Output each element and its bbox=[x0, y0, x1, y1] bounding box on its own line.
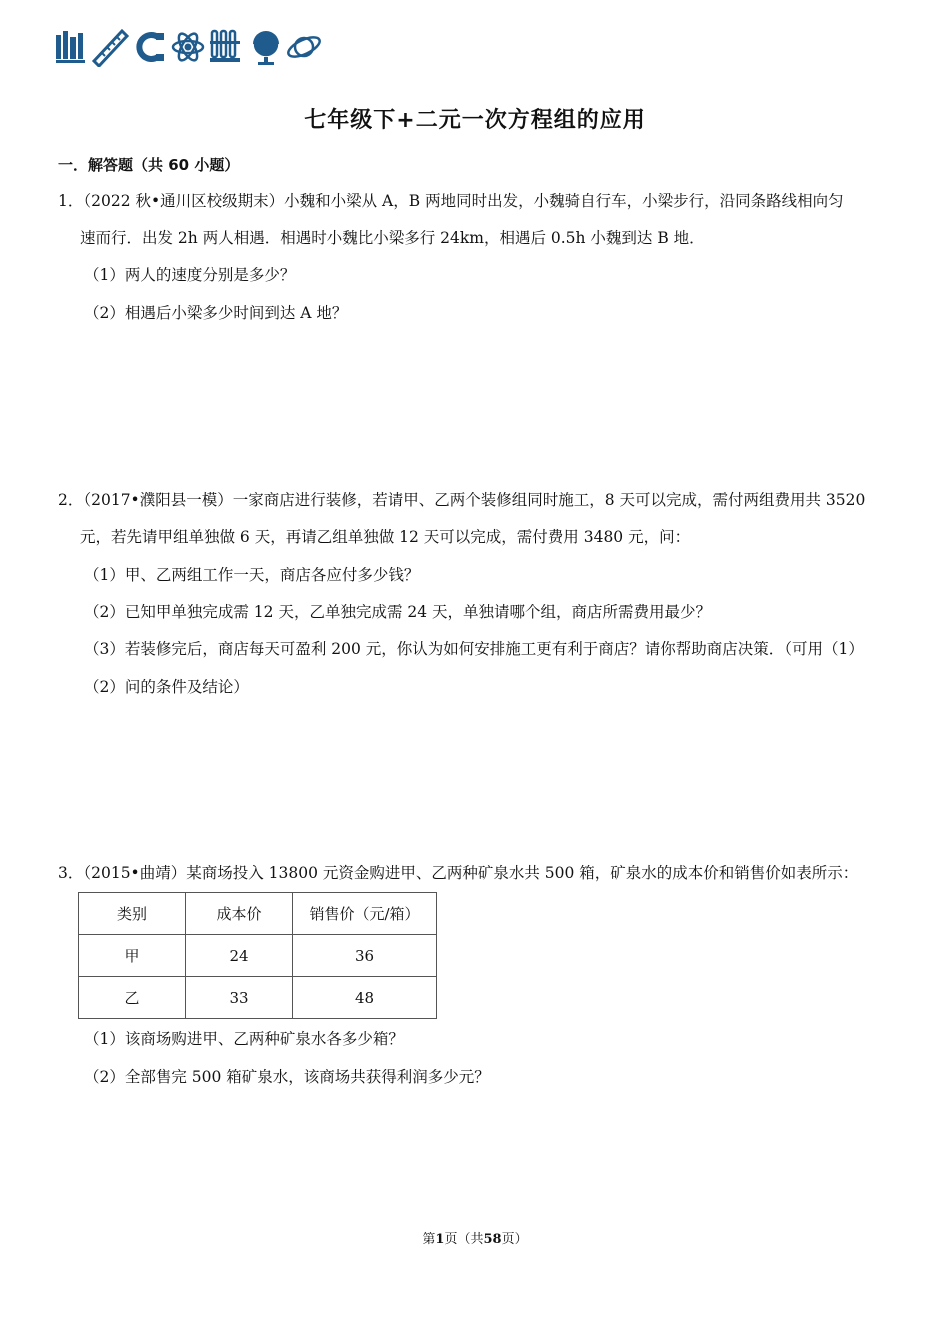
atom-icon bbox=[173, 31, 203, 63]
table-cell: 33 bbox=[186, 977, 293, 1019]
footer-page-number: 1 bbox=[435, 1232, 445, 1247]
planet-icon bbox=[286, 33, 323, 60]
table-header-cell: 成本价 bbox=[186, 893, 293, 935]
table-cell: 甲 bbox=[79, 935, 186, 977]
question-2-part-1: （1）甲、乙两组工作一天，商店各应付多少钱？ bbox=[84, 566, 420, 584]
test-tubes-icon bbox=[210, 31, 240, 62]
magnet-icon bbox=[139, 33, 164, 61]
question-3-part-2: （2）全部售完 500 箱矿泉水，该商场共获得利润多少元？ bbox=[84, 1068, 490, 1086]
question-2-part-3-cont: （2）问的条件及结论） bbox=[84, 678, 249, 696]
section-heading: 一．解答题（共 60 小题） bbox=[58, 156, 240, 174]
question-3-part-1: （1）该商场购进甲、乙两种矿泉水各多少箱？ bbox=[84, 1030, 404, 1048]
footer-prefix: 第 bbox=[422, 1232, 436, 1247]
footer-suffix: 页） bbox=[501, 1232, 528, 1247]
question-2-line-1: 2．（2017•濮阳县一模）一家商店进行装修，若请甲、乙两个装修组同时施工，8 天可以完成，需付两组费用共 3520 bbox=[58, 491, 866, 509]
question-2-part-2: （2）已知甲单独完成需 12 天，乙单独完成需 24 天，单独请哪个组，商店所需费用最少？ bbox=[84, 603, 712, 621]
books-icon bbox=[56, 31, 85, 63]
table-row bbox=[79, 977, 437, 1019]
table-cell: 24 bbox=[186, 935, 293, 977]
table-cell: 乙 bbox=[79, 977, 186, 1019]
ruler-icon bbox=[94, 31, 127, 66]
question-1-part-1: （1）两人的速度分别是多少？ bbox=[84, 266, 296, 284]
table-cell: 48 bbox=[293, 977, 437, 1019]
table-header-cell: 销售价（元/箱） bbox=[293, 893, 437, 935]
footer-mid: 页（共 bbox=[444, 1232, 484, 1247]
question-1-part-2: （2）相遇后小梁多少时间到达 A 地？ bbox=[84, 304, 348, 322]
footer-total-pages: 58 bbox=[483, 1232, 502, 1247]
page-footer bbox=[0, 1228, 950, 1247]
table-row bbox=[79, 935, 437, 977]
question-2-line-2: 元，若先请甲组单独做 6 天，再请乙组单独做 12 天可以完成，需付费用 3480 元，问： bbox=[80, 528, 691, 546]
question-3-line-1: 3．（2015•曲靖）某商场投入 13800 元资金购进甲、乙两种矿泉水共 500 箱，矿泉水的成本价和销售价如表所示： bbox=[58, 864, 859, 882]
table-header-cell: 类别 bbox=[79, 893, 186, 935]
question-1-line-1: 1．（2022 秋•通川区校级期末）小魏和小梁从 A，B 两地同时出发，小魏骑自行车，小梁步行，沿同条路线相向匀 bbox=[58, 192, 844, 210]
globe-icon bbox=[253, 31, 279, 65]
table-cell: 36 bbox=[293, 935, 437, 977]
header-icon-strip bbox=[56, 27, 326, 67]
price-table bbox=[78, 892, 437, 1019]
question-1-line-2: 速而行．出发 2h 两人相遇．相遇时小魏比小梁多行 24km，相遇后 0.5h 小魏到达 B 地． bbox=[80, 229, 705, 247]
table-header-row bbox=[79, 893, 437, 935]
page-title: 七年级下+二元一次方程组的应用 bbox=[304, 108, 646, 133]
question-2-part-3: （3）若装修完后，商店每天可盈利 200 元，你认为如何安排施工更有利于商店？请你帮助商店决策．（可用（1） bbox=[84, 640, 864, 658]
